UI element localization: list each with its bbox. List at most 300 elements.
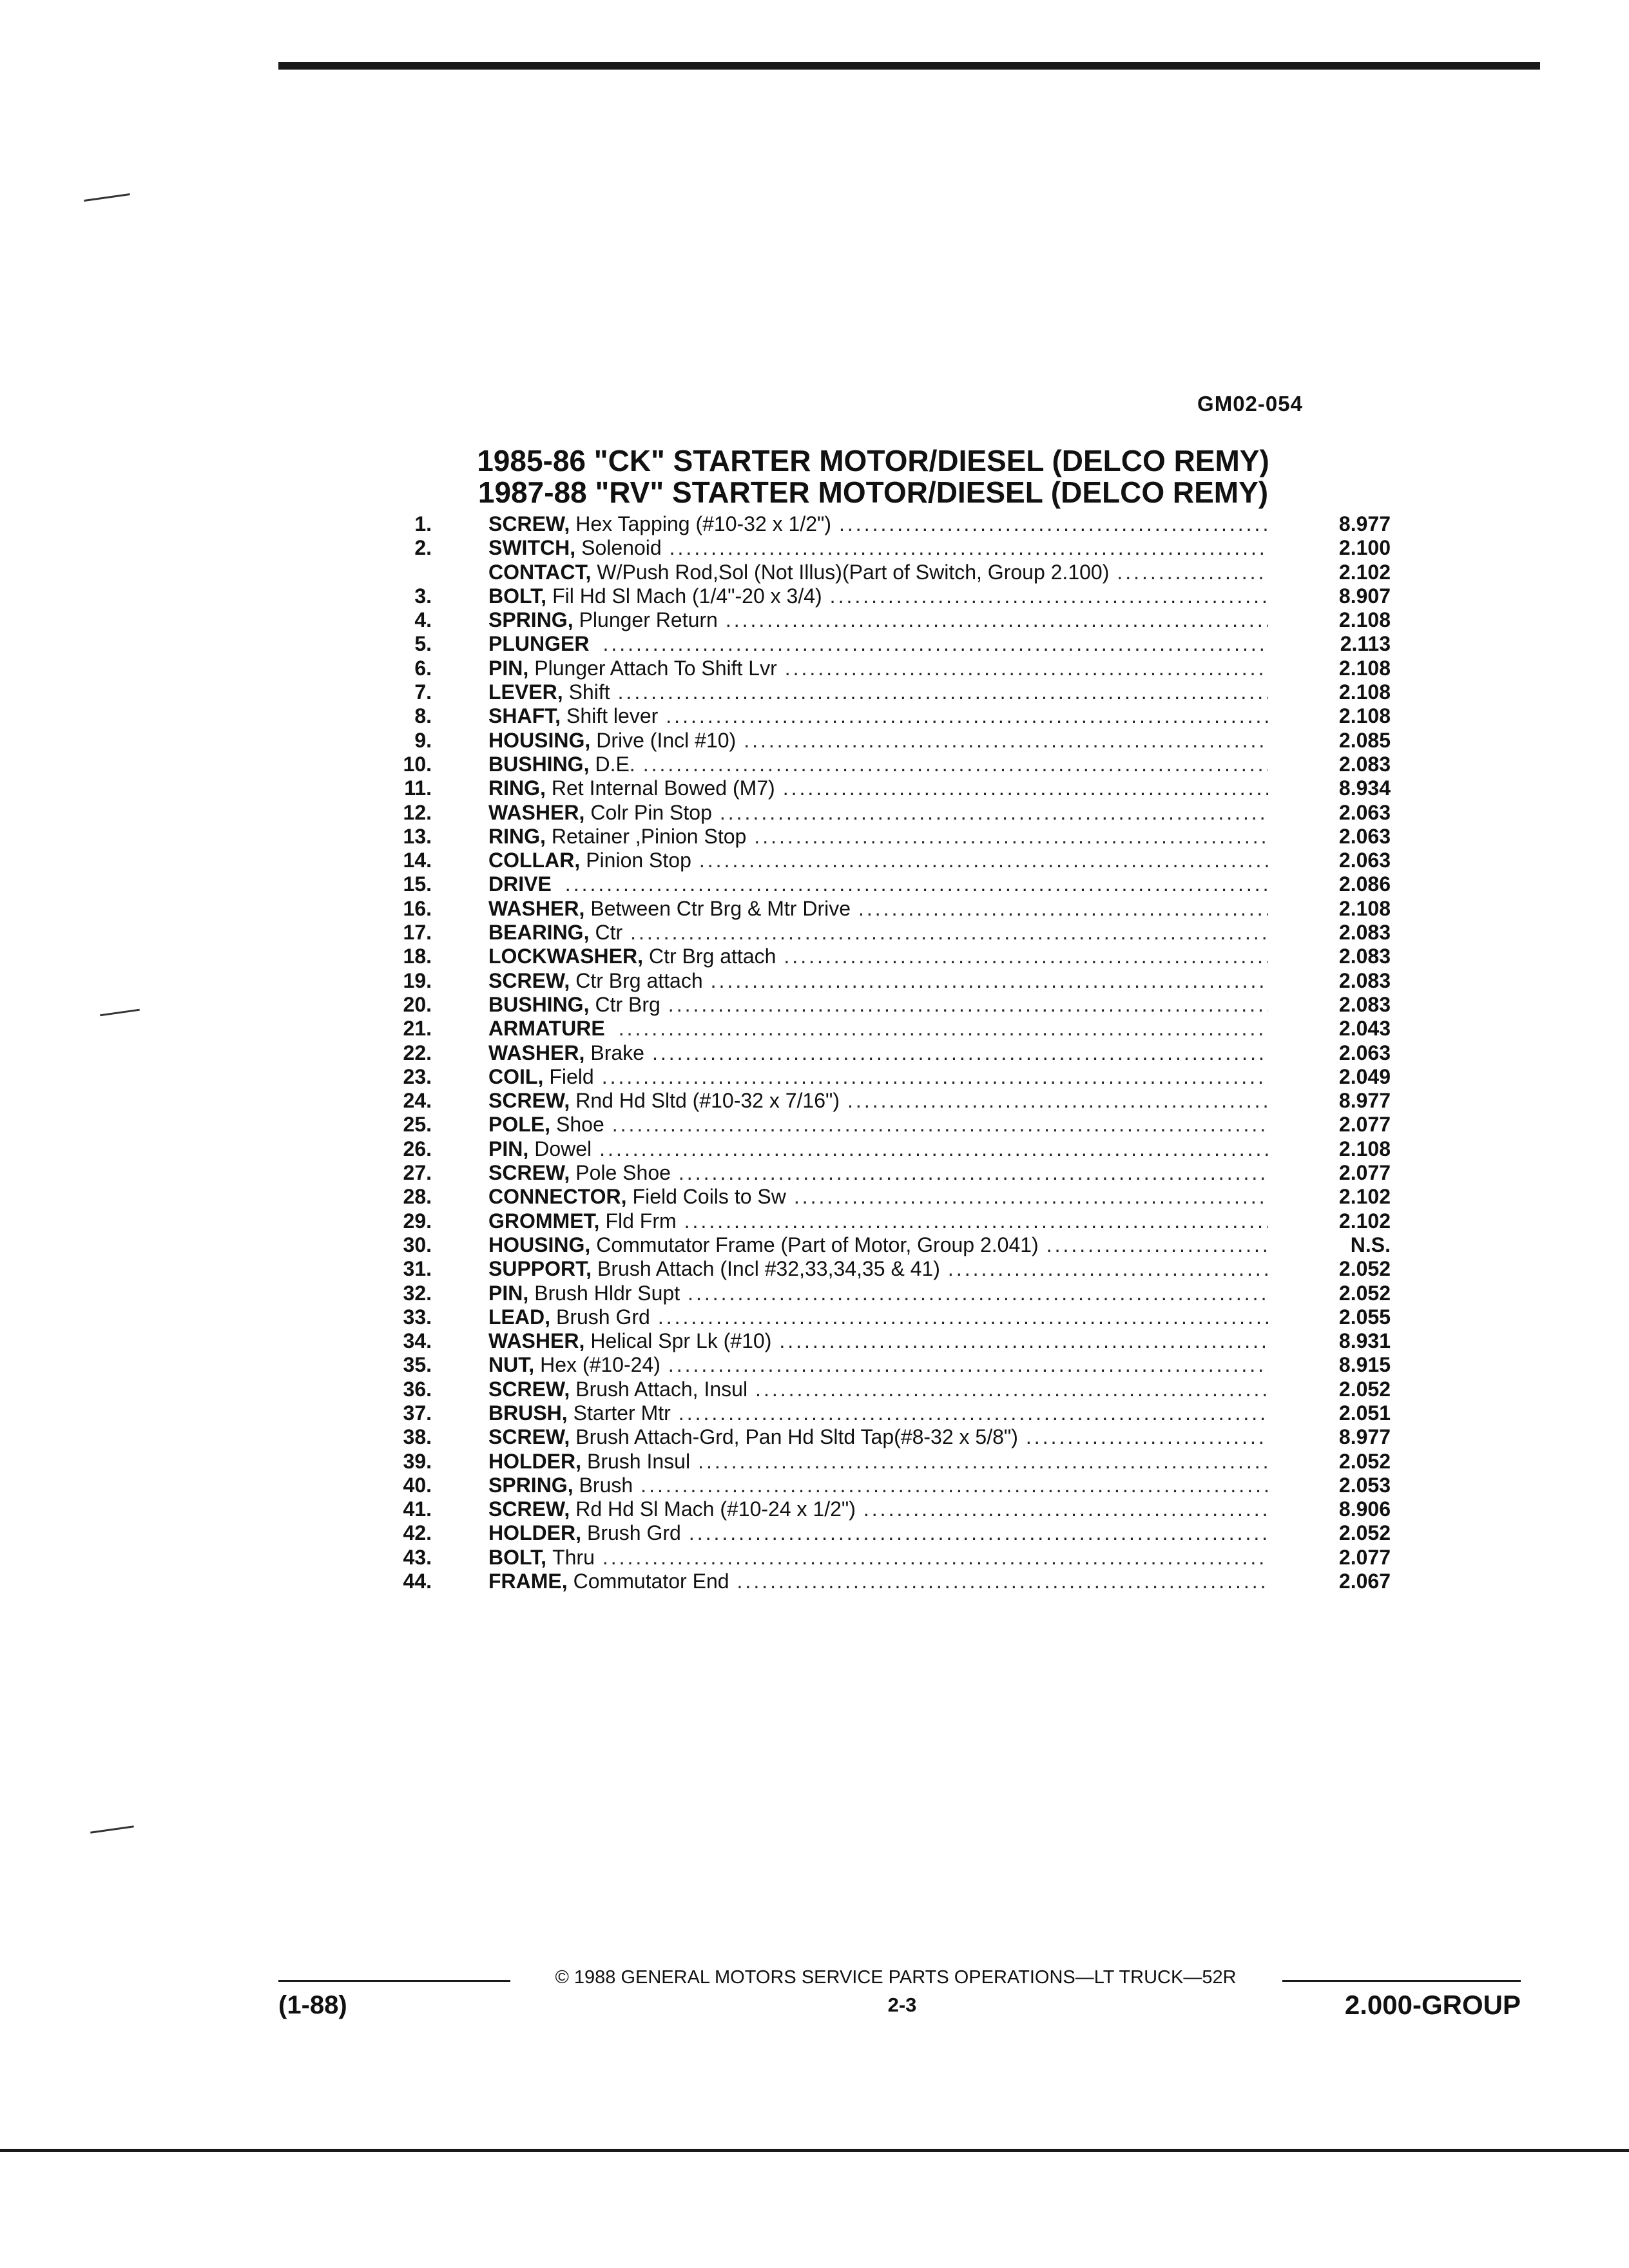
part-row bbox=[361, 1570, 1392, 1593]
part-detail: Fil Hd Sl Mach (1/4"-20 x 3/4) bbox=[552, 584, 822, 608]
part-name: BUSHING, bbox=[488, 992, 590, 1016]
part-row bbox=[361, 1185, 1392, 1209]
part-description bbox=[488, 921, 1268, 945]
part-description bbox=[488, 1546, 1268, 1570]
part-name: SWITCH, bbox=[488, 536, 576, 560]
part-number: 29. bbox=[403, 1209, 432, 1233]
group-number: 2.077 bbox=[1338, 1545, 1391, 1569]
part-detail: Ctr Brg attach bbox=[649, 945, 776, 968]
group-number: 2.063 bbox=[1338, 800, 1391, 824]
part-description bbox=[488, 1209, 1268, 1233]
part-name: SPRING, bbox=[488, 1473, 574, 1497]
part-description bbox=[488, 1425, 1268, 1449]
part-detail: Ret Internal Bowed (M7) bbox=[551, 776, 775, 800]
part-number: 12. bbox=[403, 800, 432, 824]
part-description bbox=[488, 945, 1268, 968]
dot-leader bbox=[612, 1113, 1268, 1137]
dot-leader bbox=[847, 1089, 1268, 1113]
group-number: 8.915 bbox=[1338, 1353, 1391, 1377]
part-detail: Pinion Stop bbox=[586, 849, 691, 872]
part-detail: Brush Hldr Supt bbox=[534, 1281, 680, 1305]
footer-rule-right bbox=[1282, 1980, 1521, 1982]
group-number: 8.906 bbox=[1338, 1497, 1391, 1521]
group-number: 2.063 bbox=[1338, 849, 1391, 872]
dot-leader bbox=[744, 729, 1268, 753]
part-number: 4. bbox=[414, 608, 432, 632]
dot-leader bbox=[630, 921, 1268, 945]
dot-leader bbox=[679, 1401, 1268, 1425]
part-number: 16. bbox=[403, 896, 432, 920]
dot-leader bbox=[668, 993, 1268, 1017]
part-number: 38. bbox=[403, 1425, 432, 1449]
part-name: BRUSH, bbox=[488, 1401, 568, 1425]
group-number: 2.102 bbox=[1338, 560, 1391, 584]
dot-leader bbox=[720, 801, 1268, 825]
dot-leader bbox=[858, 897, 1268, 921]
part-row bbox=[361, 872, 1392, 896]
part-detail: Brush Attach (Incl #32,33,34,35 & 41) bbox=[597, 1257, 940, 1281]
group-number: 2.077 bbox=[1338, 1161, 1391, 1185]
part-number: 13. bbox=[403, 824, 432, 848]
part-detail: Brush Attach-Grd, Pan Hd Sltd Tap(#8-32 x 5/8") bbox=[575, 1425, 1018, 1449]
group-number: 2.102 bbox=[1338, 1209, 1391, 1233]
part-row bbox=[361, 1137, 1392, 1161]
copyright-notice: © 1988 GENERAL MOTORS SERVICE PARTS OPERATIONS—LT TRUCK—52R bbox=[555, 1967, 1237, 1988]
part-detail: Brush Grd bbox=[587, 1521, 681, 1545]
part-detail: Ctr bbox=[595, 921, 623, 945]
part-name: DRIVE bbox=[488, 872, 552, 896]
part-description bbox=[488, 1305, 1268, 1329]
part-row bbox=[361, 921, 1392, 945]
part-number: 15. bbox=[403, 872, 432, 896]
part-description bbox=[488, 849, 1268, 872]
dot-leader bbox=[711, 969, 1268, 993]
group-number: 2.100 bbox=[1338, 536, 1391, 560]
part-detail: Commutator Frame (Part of Motor, Group 2.041) bbox=[596, 1233, 1039, 1256]
part-name: ARMATURE bbox=[488, 1017, 605, 1041]
part-name: COLLAR, bbox=[488, 849, 581, 872]
part-description bbox=[488, 1521, 1268, 1545]
part-detail: Brush Insul bbox=[587, 1449, 691, 1473]
part-number: 43. bbox=[403, 1545, 432, 1569]
part-description bbox=[488, 1161, 1268, 1185]
dot-leader bbox=[1026, 1425, 1268, 1449]
part-description bbox=[488, 969, 1268, 993]
part-description bbox=[488, 561, 1268, 584]
part-row bbox=[361, 1113, 1392, 1137]
part-number: 32. bbox=[403, 1281, 432, 1305]
part-description bbox=[488, 1233, 1268, 1257]
part-detail: Solenoid bbox=[581, 536, 662, 560]
part-detail: Ctr Brg bbox=[595, 992, 660, 1016]
group-number: 2.051 bbox=[1338, 1401, 1391, 1425]
part-number: 11. bbox=[404, 776, 432, 800]
part-number: 34. bbox=[403, 1329, 432, 1353]
page-title-line-1: 1985-86 "CK" STARTER MOTOR/DIESEL (DELCO REMY) bbox=[477, 444, 1269, 477]
group-number: 2.113 bbox=[1340, 632, 1391, 656]
part-description bbox=[488, 584, 1268, 608]
part-name: LOCKWASHER, bbox=[488, 945, 643, 968]
dot-leader bbox=[1117, 561, 1268, 584]
dot-leader bbox=[602, 632, 1268, 656]
part-row bbox=[361, 776, 1392, 800]
part-row bbox=[361, 1065, 1392, 1089]
part-description bbox=[488, 1474, 1268, 1497]
part-row bbox=[361, 1474, 1392, 1497]
dot-leader bbox=[602, 1546, 1268, 1570]
part-name: BEARING, bbox=[488, 921, 590, 945]
part-row bbox=[361, 1546, 1392, 1570]
group-number: 2.083 bbox=[1338, 752, 1391, 776]
part-number: 10. bbox=[403, 752, 432, 776]
part-detail: Shift bbox=[568, 680, 610, 704]
part-name: COIL, bbox=[488, 1064, 544, 1088]
part-detail: Rd Hd Sl Mach (#10-24 x 1/2") bbox=[575, 1497, 856, 1521]
part-detail: Pole Shoe bbox=[575, 1161, 671, 1185]
dot-leader bbox=[688, 1282, 1268, 1305]
part-row bbox=[361, 1233, 1392, 1257]
part-row bbox=[361, 1401, 1392, 1425]
part-detail: Colr Pin Stop bbox=[590, 800, 712, 824]
group-number: 8.977 bbox=[1338, 1425, 1391, 1449]
part-number: 21. bbox=[403, 1017, 432, 1041]
part-detail: Plunger Return bbox=[579, 608, 718, 632]
part-description bbox=[488, 704, 1268, 728]
dot-leader bbox=[684, 1209, 1268, 1233]
group-number: 2.085 bbox=[1338, 728, 1391, 752]
dot-leader bbox=[698, 1450, 1268, 1474]
dot-leader bbox=[783, 776, 1268, 800]
part-description bbox=[488, 1353, 1268, 1377]
group-number: 2.053 bbox=[1338, 1473, 1391, 1497]
part-name: WASHER, bbox=[488, 1329, 585, 1353]
group-number: 2.108 bbox=[1338, 680, 1391, 704]
part-name: WASHER, bbox=[488, 1041, 585, 1064]
part-number: 23. bbox=[403, 1064, 432, 1088]
part-number: 22. bbox=[403, 1041, 432, 1064]
part-detail: Rnd Hd Sltd (#10-32 x 7/16") bbox=[575, 1089, 840, 1113]
group-number: 2.052 bbox=[1338, 1257, 1391, 1281]
dot-leader bbox=[699, 849, 1268, 872]
part-row bbox=[361, 1209, 1392, 1233]
group-number: 2.083 bbox=[1338, 945, 1391, 968]
group-number: 8.931 bbox=[1338, 1329, 1391, 1353]
group-number: 2.067 bbox=[1338, 1570, 1391, 1593]
part-row bbox=[361, 849, 1392, 872]
part-description bbox=[488, 1329, 1268, 1353]
group-number: 2.063 bbox=[1338, 1041, 1391, 1064]
footer-rule-left bbox=[278, 1980, 510, 1982]
part-detail: Between Ctr Brg & Mtr Drive bbox=[590, 896, 851, 920]
dot-leader bbox=[666, 704, 1268, 728]
group-number: 2.083 bbox=[1338, 921, 1391, 945]
part-detail: Brush bbox=[579, 1473, 633, 1497]
part-row bbox=[361, 536, 1392, 560]
part-row bbox=[361, 584, 1392, 608]
part-detail: Brake bbox=[590, 1041, 644, 1064]
part-detail: Commutator End bbox=[573, 1570, 729, 1593]
margin-mark bbox=[84, 193, 130, 202]
dot-leader bbox=[668, 1353, 1268, 1377]
bottom-rule bbox=[0, 2149, 1629, 2152]
part-description bbox=[488, 1497, 1268, 1521]
part-description bbox=[488, 1185, 1268, 1209]
group-number: 2.052 bbox=[1338, 1521, 1391, 1545]
part-number: 36. bbox=[403, 1377, 432, 1401]
part-name: SCREW, bbox=[488, 1497, 570, 1521]
part-name: PIN, bbox=[488, 1137, 529, 1160]
dot-leader bbox=[863, 1497, 1268, 1521]
part-row bbox=[361, 1161, 1392, 1185]
part-name: BOLT, bbox=[488, 1545, 547, 1569]
part-detail: Brush Attach, Insul bbox=[575, 1377, 748, 1401]
group-number: 2.108 bbox=[1338, 656, 1391, 680]
dot-leader bbox=[785, 657, 1268, 680]
part-description bbox=[488, 1282, 1268, 1305]
group-number: 2.052 bbox=[1338, 1449, 1391, 1473]
group-number: 8.977 bbox=[1338, 512, 1391, 535]
group-number: 8.907 bbox=[1338, 584, 1391, 608]
part-detail: Shoe bbox=[556, 1113, 604, 1137]
dot-leader bbox=[641, 1474, 1268, 1497]
dot-leader bbox=[830, 584, 1268, 608]
group-number: 2.049 bbox=[1338, 1064, 1391, 1088]
dot-leader bbox=[689, 1521, 1268, 1545]
part-name: SCREW, bbox=[488, 1425, 570, 1449]
part-description bbox=[488, 1017, 1268, 1041]
group-number: 2.052 bbox=[1338, 1281, 1391, 1305]
dot-leader bbox=[839, 512, 1268, 536]
part-row bbox=[361, 657, 1392, 680]
part-detail: Fld Frm bbox=[605, 1209, 677, 1233]
part-number: 20. bbox=[403, 992, 432, 1016]
part-number: 7. bbox=[414, 680, 432, 704]
dot-leader bbox=[726, 608, 1268, 632]
part-row bbox=[361, 729, 1392, 753]
part-detail: Thru bbox=[552, 1545, 595, 1569]
part-detail: Ctr Brg attach bbox=[575, 968, 703, 992]
group-number: 2.063 bbox=[1338, 824, 1391, 848]
part-row bbox=[361, 680, 1392, 704]
part-description bbox=[488, 1450, 1268, 1474]
part-description bbox=[488, 753, 1268, 776]
part-number: 27. bbox=[403, 1161, 432, 1185]
group-number: 2.108 bbox=[1338, 608, 1391, 632]
part-description bbox=[488, 657, 1268, 680]
dot-leader bbox=[1046, 1233, 1268, 1257]
group-number: 2.043 bbox=[1338, 1017, 1391, 1041]
part-name: RING, bbox=[488, 776, 546, 800]
dot-leader bbox=[652, 1041, 1268, 1065]
dot-leader bbox=[794, 1185, 1268, 1209]
page-title-line-2: 1987-88 "RV" STARTER MOTOR/DIESEL (DELCO REMY) bbox=[477, 476, 1269, 509]
part-description bbox=[488, 1089, 1268, 1113]
part-detail: Helical Spr Lk (#10) bbox=[590, 1329, 772, 1353]
part-description bbox=[488, 1041, 1268, 1065]
part-number: 19. bbox=[403, 968, 432, 992]
dot-leader bbox=[670, 536, 1268, 560]
part-number: 18. bbox=[403, 945, 432, 968]
part-description bbox=[488, 1378, 1268, 1401]
part-number: 31. bbox=[403, 1257, 432, 1281]
part-number: 5. bbox=[414, 632, 432, 656]
part-name: PLUNGER bbox=[488, 632, 590, 656]
group-number: 2.086 bbox=[1338, 872, 1391, 896]
part-row bbox=[361, 1089, 1392, 1113]
margin-mark bbox=[90, 1825, 134, 1833]
group-label: 2.000-GROUP bbox=[1344, 1990, 1521, 2020]
part-number: 39. bbox=[403, 1449, 432, 1473]
part-name: GROMMET, bbox=[488, 1209, 600, 1233]
dot-leader bbox=[658, 1305, 1268, 1329]
part-number: 2. bbox=[414, 536, 432, 560]
part-name: SPRING, bbox=[488, 608, 574, 632]
part-description bbox=[488, 993, 1268, 1017]
part-detail: Drive (Incl #10) bbox=[596, 728, 737, 752]
part-number: 24. bbox=[403, 1089, 432, 1113]
date-code: (1-88) bbox=[278, 1991, 347, 2019]
part-row bbox=[361, 1329, 1392, 1353]
part-row bbox=[361, 1521, 1392, 1545]
part-detail: Retainer ,Pinion Stop bbox=[551, 824, 747, 848]
part-detail: Field bbox=[549, 1064, 594, 1088]
part-description bbox=[488, 897, 1268, 921]
part-description bbox=[488, 1137, 1268, 1161]
part-row bbox=[361, 825, 1392, 849]
part-row bbox=[361, 704, 1392, 728]
part-row bbox=[361, 1425, 1392, 1449]
part-row bbox=[361, 1450, 1392, 1474]
part-name: RING, bbox=[488, 824, 546, 848]
part-name: SHAFT, bbox=[488, 704, 561, 728]
part-number: 37. bbox=[403, 1401, 432, 1425]
part-name: NUT, bbox=[488, 1353, 535, 1377]
dot-leader bbox=[618, 680, 1268, 704]
part-row bbox=[361, 632, 1392, 656]
dot-leader bbox=[784, 945, 1268, 968]
dot-leader bbox=[948, 1257, 1268, 1281]
part-description bbox=[488, 536, 1268, 560]
dot-leader bbox=[565, 872, 1268, 896]
part-name: LEAD, bbox=[488, 1305, 550, 1329]
part-row bbox=[361, 897, 1392, 921]
part-name: HOLDER, bbox=[488, 1521, 581, 1545]
group-number: N.S. bbox=[1350, 1233, 1391, 1256]
part-row bbox=[361, 1257, 1392, 1281]
part-name: SCREW, bbox=[488, 1377, 570, 1401]
part-description bbox=[488, 1570, 1268, 1593]
part-description bbox=[488, 776, 1268, 800]
part-number: 17. bbox=[403, 921, 432, 945]
group-number: 2.102 bbox=[1338, 1185, 1391, 1209]
part-name: FRAME, bbox=[488, 1570, 568, 1593]
part-name: SUPPORT, bbox=[488, 1257, 592, 1281]
part-row bbox=[361, 1305, 1392, 1329]
part-row bbox=[361, 1353, 1392, 1377]
part-description bbox=[488, 512, 1268, 536]
part-detail: Hex (#10-24) bbox=[540, 1353, 660, 1377]
group-number: 8.934 bbox=[1338, 776, 1391, 800]
parts-list bbox=[361, 512, 1392, 1593]
part-detail: Plunger Attach To Shift Lvr bbox=[534, 656, 777, 680]
part-description bbox=[488, 1257, 1268, 1281]
part-number: 25. bbox=[403, 1113, 432, 1137]
dot-leader bbox=[754, 825, 1268, 849]
part-detail: W/Push Rod,Sol (Not Illus)(Part of Switch, Group 2.100) bbox=[597, 560, 1110, 584]
dot-leader bbox=[599, 1137, 1268, 1161]
part-detail: Field Coils to Sw bbox=[632, 1185, 786, 1209]
group-number: 2.083 bbox=[1338, 992, 1391, 1016]
part-number: 35. bbox=[403, 1353, 432, 1377]
page-number: 2-3 bbox=[887, 1994, 917, 2016]
part-row bbox=[361, 753, 1392, 776]
part-number: 44. bbox=[403, 1570, 432, 1593]
dot-leader bbox=[679, 1161, 1268, 1185]
part-detail: Shift lever bbox=[566, 704, 659, 728]
dot-leader bbox=[779, 1329, 1268, 1353]
group-number: 2.108 bbox=[1338, 1137, 1391, 1160]
part-name: WASHER, bbox=[488, 896, 585, 920]
part-description bbox=[488, 1113, 1268, 1137]
top-rule bbox=[278, 62, 1540, 70]
group-number: 2.052 bbox=[1338, 1377, 1391, 1401]
part-description bbox=[488, 1401, 1268, 1425]
part-name: WASHER, bbox=[488, 800, 585, 824]
part-name: SCREW, bbox=[488, 512, 570, 535]
part-name: LEVER, bbox=[488, 680, 563, 704]
part-detail: Starter Mtr bbox=[573, 1401, 671, 1425]
part-name: HOUSING, bbox=[488, 728, 591, 752]
part-name: SCREW, bbox=[488, 968, 570, 992]
part-description bbox=[488, 680, 1268, 704]
part-number: 33. bbox=[403, 1305, 432, 1329]
part-description bbox=[488, 825, 1268, 849]
group-number: 2.108 bbox=[1338, 896, 1391, 920]
part-number: 28. bbox=[403, 1185, 432, 1209]
part-number: 41. bbox=[403, 1497, 432, 1521]
part-row bbox=[361, 993, 1392, 1017]
part-number: 26. bbox=[403, 1137, 432, 1160]
part-number: 40. bbox=[403, 1473, 432, 1497]
dot-leader bbox=[643, 753, 1268, 776]
group-number: 2.083 bbox=[1338, 968, 1391, 992]
part-row bbox=[361, 1282, 1392, 1305]
group-number: 2.077 bbox=[1338, 1113, 1391, 1137]
part-name: POLE, bbox=[488, 1113, 551, 1137]
part-name: HOLDER, bbox=[488, 1449, 581, 1473]
group-number: 2.055 bbox=[1338, 1305, 1391, 1329]
part-description bbox=[488, 801, 1268, 825]
part-name: PIN, bbox=[488, 656, 529, 680]
part-row bbox=[361, 969, 1392, 993]
part-name: BUSHING, bbox=[488, 752, 590, 776]
part-name: CONTACT, bbox=[488, 560, 592, 584]
dot-leader bbox=[602, 1065, 1268, 1089]
part-detail: Brush Grd bbox=[556, 1305, 650, 1329]
part-row bbox=[361, 1041, 1392, 1065]
document-code: GM02-054 bbox=[1197, 392, 1303, 416]
part-row bbox=[361, 512, 1392, 536]
part-number: 42. bbox=[403, 1521, 432, 1545]
dot-leader bbox=[737, 1570, 1268, 1593]
part-name: PIN, bbox=[488, 1281, 529, 1305]
dot-leader bbox=[755, 1378, 1268, 1401]
part-row bbox=[361, 608, 1392, 632]
group-number: 2.108 bbox=[1338, 704, 1391, 728]
part-row bbox=[361, 1378, 1392, 1401]
part-number: 14. bbox=[403, 849, 432, 872]
group-number: 8.977 bbox=[1338, 1089, 1391, 1113]
